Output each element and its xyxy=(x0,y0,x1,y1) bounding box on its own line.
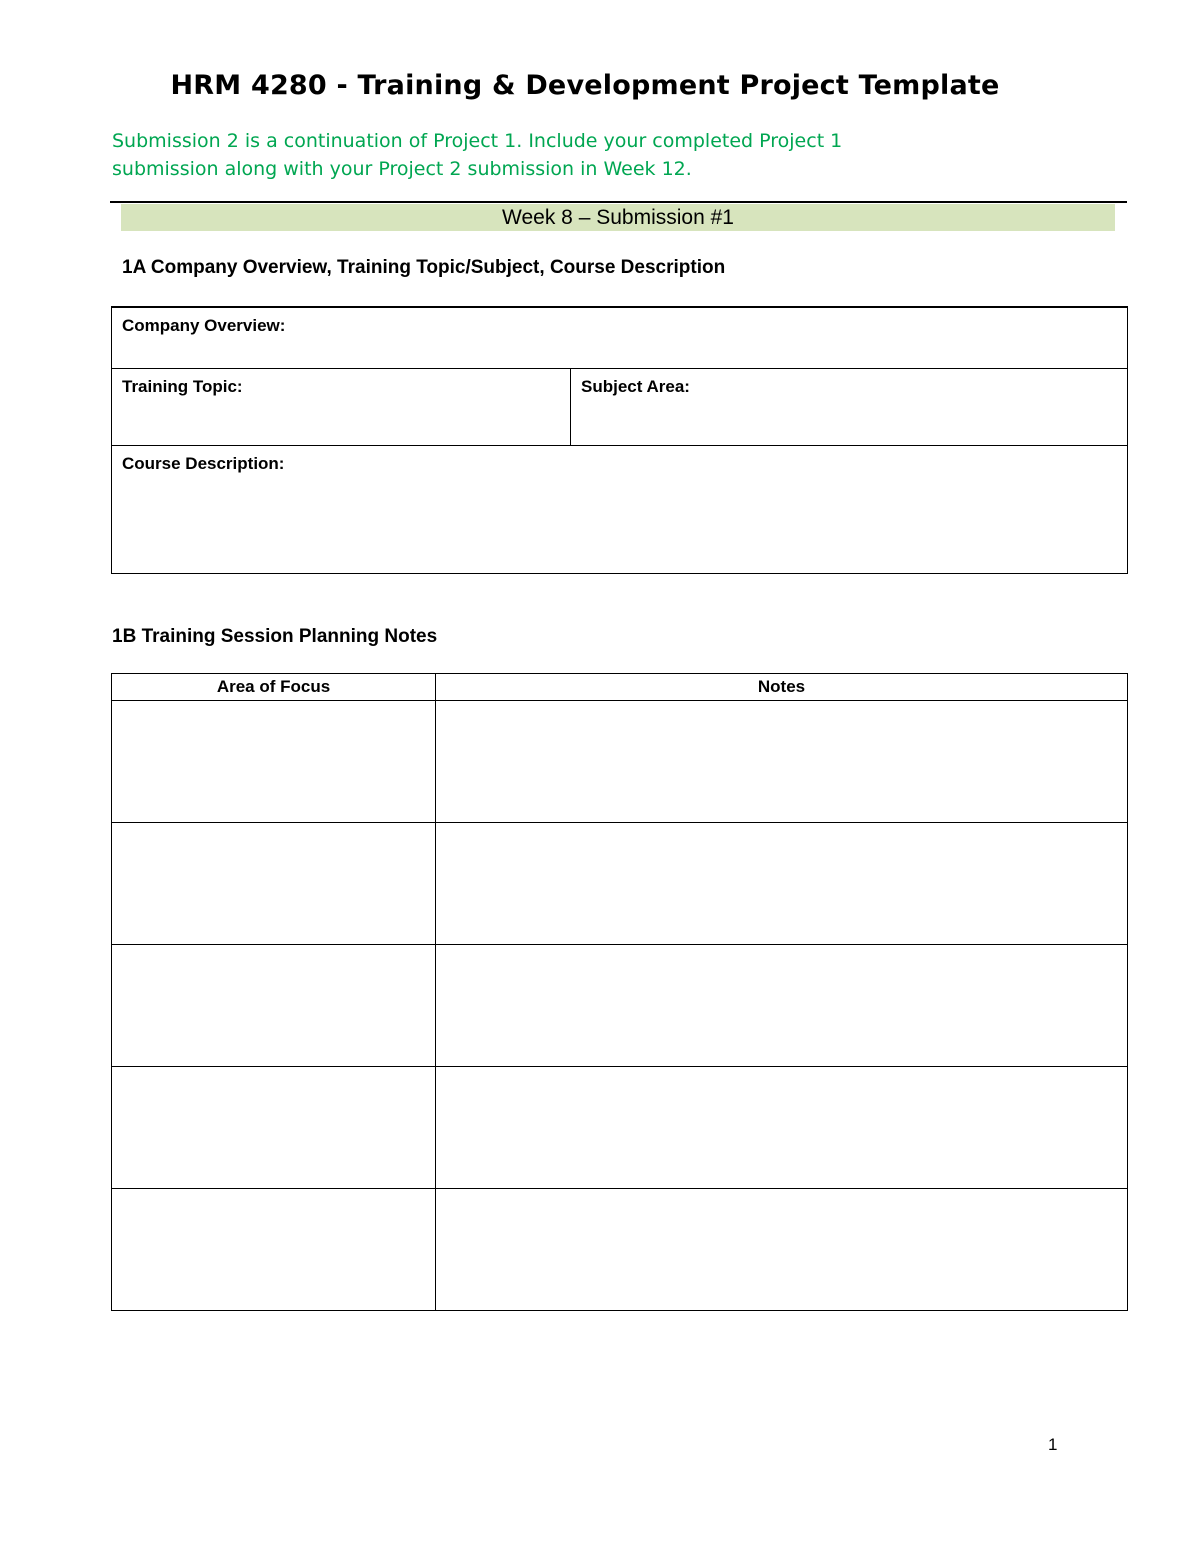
section-1a-table xyxy=(111,306,1128,574)
training-topic-cell[interactable] xyxy=(112,368,571,445)
submission-note-line-1: Submission 2 is a continuation of Project 1. Include your completed Project 1 xyxy=(112,130,843,152)
planning-notes-table xyxy=(111,673,1128,1311)
course-description-cell[interactable] xyxy=(112,445,1128,573)
course-description-label: Course Description: xyxy=(122,453,285,473)
header-divider xyxy=(110,201,1127,203)
subject-area-cell[interactable] xyxy=(571,368,1128,445)
company-overview-label: Company Overview: xyxy=(122,316,286,335)
section-1a-heading: 1A Company Overview, Training Topic/Subject, Course Description xyxy=(122,257,726,278)
notes-cell[interactable] xyxy=(436,1067,1128,1189)
page-number: 1 xyxy=(1048,1435,1058,1454)
table-row xyxy=(112,701,1128,823)
area-of-focus-cell[interactable] xyxy=(112,1067,436,1189)
area-of-focus-header: Area of Focus xyxy=(112,674,436,701)
subject-area-label: Subject Area: xyxy=(581,376,690,396)
submission-note xyxy=(112,127,1112,183)
table-row xyxy=(112,945,1128,1067)
table-row xyxy=(112,1067,1128,1189)
section-1b-heading: 1B Training Session Planning Notes xyxy=(112,626,438,647)
company-overview-cell[interactable] xyxy=(112,307,1128,368)
notes-header: Notes xyxy=(436,674,1128,701)
notes-cell[interactable] xyxy=(436,945,1128,1067)
area-of-focus-cell[interactable] xyxy=(112,701,436,823)
week-band: Week 8 – Submission #1 xyxy=(121,204,1115,231)
area-of-focus-cell[interactable] xyxy=(112,1189,436,1311)
table-row xyxy=(112,1189,1128,1311)
submission-note-line-2: submission along with your Project 2 submission in Week 12. xyxy=(112,158,692,180)
table-row xyxy=(112,823,1128,945)
notes-cell[interactable] xyxy=(436,701,1128,823)
notes-cell[interactable] xyxy=(436,823,1128,945)
notes-cell[interactable] xyxy=(436,1189,1128,1311)
area-of-focus-cell[interactable] xyxy=(112,823,436,945)
area-of-focus-cell[interactable] xyxy=(112,945,436,1067)
training-topic-label: Training Topic: xyxy=(122,376,243,396)
document-title: HRM 4280 - Training & Development Project Template xyxy=(170,70,1000,101)
